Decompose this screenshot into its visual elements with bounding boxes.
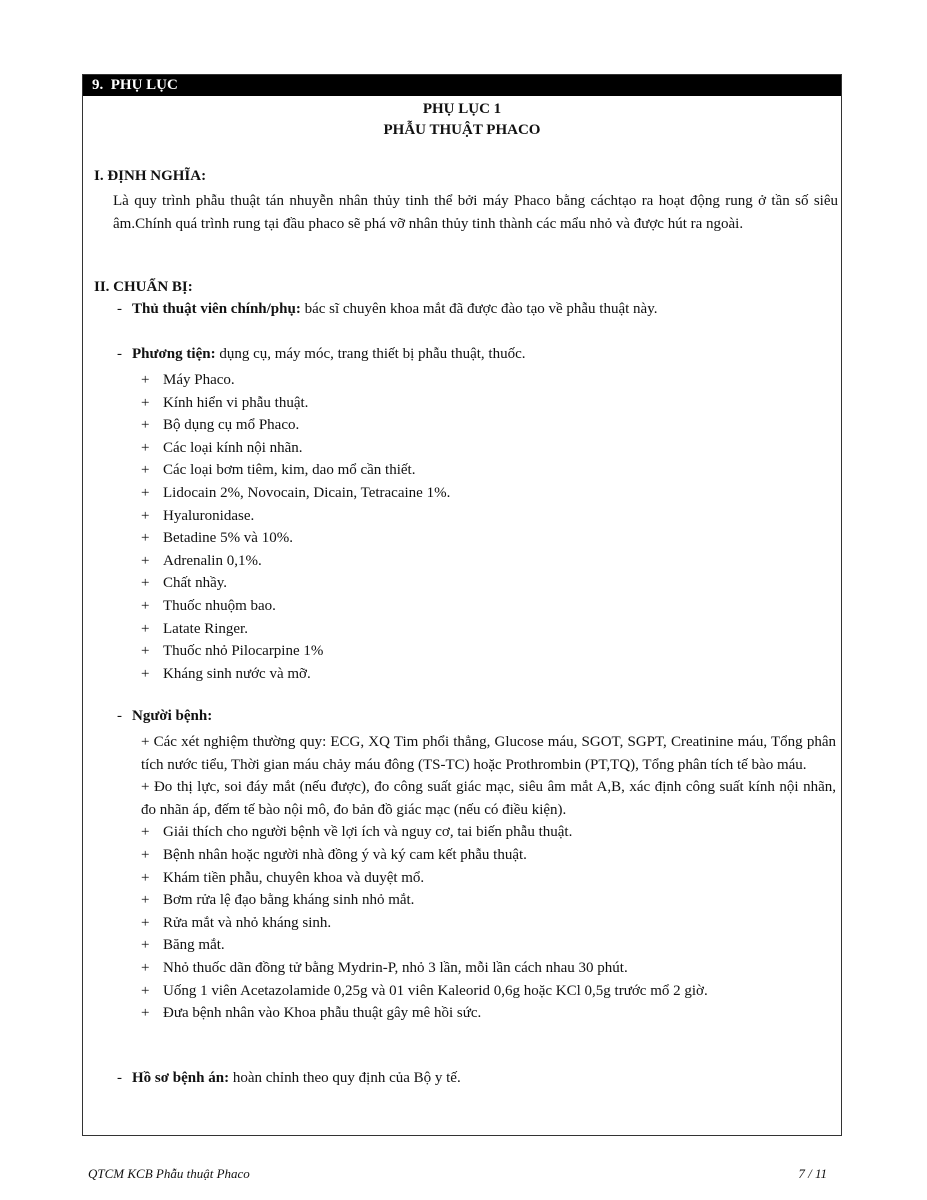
list-item (141, 640, 450, 663)
plus-mark: + (141, 1005, 150, 1022)
list-item-text: Máy Phaco. (163, 372, 235, 388)
list-item-text: Thuốc nhuộm bao. (163, 597, 276, 614)
means-text: dụng cụ, máy móc, trang thiết bị phẫu thuật, thuốc. (215, 346, 526, 362)
plus-mark: + (141, 665, 150, 682)
dash-mark: - (117, 301, 122, 317)
records-text: hoàn chỉnh theo quy định của Bộ y tế. (229, 1070, 461, 1086)
practitioner-text: bác sĩ chuyên khoa mắt đã được đào tạo về phẫu thuật này. (300, 301, 658, 317)
section-number: 9. (92, 77, 104, 93)
list-item (141, 414, 450, 437)
list-item-text: Các loại bơm tiêm, kim, dao mổ cần thiết. (163, 462, 416, 479)
dash-mark: - (117, 346, 122, 362)
plus-mark: + (141, 892, 150, 909)
list-item-text: Betadine 5% và 10%. (163, 530, 293, 547)
list-item-text: Khám tiền phẫu, chuyên khoa và duyệt mổ. (163, 869, 425, 886)
records-label: Hồ sơ bệnh án: (132, 1070, 230, 1086)
list-item-text: Bộ dụng cụ mổ Phaco. (163, 417, 300, 434)
patient-list (141, 821, 836, 1024)
plus-mark: + (141, 417, 150, 434)
footer-doc-title: QTCM KCB Phẫu thuật Phaco (88, 1166, 250, 1181)
records-item (117, 1070, 461, 1087)
list-item (141, 1002, 836, 1025)
list-item-text: Bệnh nhân hoặc người nhà đồng ý và ký cam kết phẫu thuật. (163, 846, 527, 863)
definition-text: Là quy trình phẫu thuật tán nhuyễn nhân thủy tinh thể bởi máy Phaco bằng cáchtạo ra hoạt động rung ở tần số siêu âm.Chính quá trình rung tại đầu phaco sẽ phá vỡ nhân thủy tinh thành các mẩu nhỏ và được hút ra ngoài. (113, 193, 838, 232)
list-item (141, 957, 836, 980)
plus-mark: + (141, 462, 150, 479)
plus-mark: + (141, 530, 150, 547)
plus-mark: + (141, 824, 150, 841)
means-label: Phương tiện: (132, 346, 216, 362)
list-item-text: Các loại kính nội nhãn. (163, 439, 303, 456)
list-item-text: Adrenalin 0,1%. (163, 552, 262, 569)
plus-mark: + (141, 959, 150, 976)
list-item (141, 392, 450, 415)
list-item (141, 912, 836, 935)
list-item (141, 934, 836, 957)
plus-mark: + (141, 937, 150, 954)
list-item-text: Giải thích cho người bệnh về lợi ích và nguy cơ, tai biến phẫu thuật. (163, 824, 573, 841)
list-item (141, 663, 450, 686)
section-header (83, 75, 841, 96)
list-item (141, 437, 450, 460)
means-list (141, 369, 450, 685)
list-item (141, 867, 836, 890)
practitioner-item (117, 301, 657, 318)
practitioner-label: Thủ thuật viên chính/phụ: (132, 301, 301, 317)
plus-mark: + (141, 914, 150, 931)
list-item-text: Kính hiển vi phẫu thuật. (163, 394, 309, 411)
list-item (141, 550, 450, 573)
definition-heading: I. ĐỊNH NGHĨA: (94, 168, 207, 184)
list-item-text: Uống 1 viên Acetazolamide 0,25g và 01 viên Kaleorid 0,6g hoặc KCl 0,5g trước mổ 2 giờ. (163, 982, 708, 999)
patient-block (141, 731, 836, 1025)
list-item (141, 618, 450, 641)
plus-mark: + (141, 507, 150, 524)
list-item (141, 844, 836, 867)
plus-mark: + (141, 439, 150, 456)
appendix-label: PHỤ LỤC 1 (422, 101, 502, 117)
list-item-text: Thuốc nhỏ Pilocarpine 1% (163, 643, 324, 660)
plus-mark: + (141, 846, 150, 863)
list-item (141, 821, 836, 844)
preparation-heading: II. CHUẨN BỊ: (94, 279, 193, 295)
patient-item (117, 708, 212, 725)
plus-mark: + (141, 372, 150, 388)
list-item-text: Bơm rửa lệ đạo bằng kháng sinh nhỏ mắt. (163, 892, 415, 909)
plus-mark: + (141, 869, 150, 886)
list-item (141, 505, 450, 528)
section-title: PHỤ LỤC (110, 77, 178, 93)
list-item (141, 980, 836, 1003)
plus-mark: + (141, 484, 150, 501)
plus-mark: + (141, 620, 150, 637)
list-item-text: Đưa bệnh nhân vào Khoa phẫu thuật gây mê hồi sức. (163, 1005, 482, 1022)
plus-mark: + (141, 597, 150, 614)
list-item (141, 482, 450, 505)
appendix-title: PHẪU THUẬT PHACO (383, 122, 541, 138)
list-item (141, 889, 836, 912)
plus-mark: + (141, 552, 150, 569)
list-item (141, 595, 450, 618)
list-item-text: Chất nhầy. (163, 575, 228, 592)
list-item (141, 459, 450, 482)
list-item-text: Băng mắt. (163, 937, 225, 954)
dash-mark: - (117, 1070, 122, 1086)
list-item-text: Hyaluronidase. (163, 507, 255, 524)
plus-mark: + (141, 394, 150, 411)
list-item (141, 369, 450, 392)
patient-tests-text: + Các xét nghiệm thường quy: ECG, XQ Tim phổi thẳng, Glucose máu, SGOT, SGPT, Creatinine máu, Tổng phân tích nước tiểu, Thời gian máu chảy máu đông (TS-TC) hoặc Prothrombin (PT,TQ), Tổng phân tích tế bào máu. (141, 734, 836, 773)
plus-mark: + (141, 982, 150, 999)
patient-exams-text: + Đo thị lực, soi đáy mắt (nếu được), đo công suất giác mạc, siêu âm mắt A,B, xác định công suất kính nội nhãn, đo nhãn áp, đếm tế bào nội mô, đo bản đồ giác mạc (nếu có điều kiện). (141, 779, 836, 818)
page-frame (82, 74, 842, 1136)
plus-mark: + (141, 643, 150, 660)
patient-label: Người bệnh: (132, 708, 213, 724)
list-item-text: Nhỏ thuốc dãn đồng tử bằng Mydrin-P, nhỏ 3 lần, mỗi lần cách nhau 30 phút. (163, 959, 628, 976)
means-item (117, 346, 526, 363)
list-item-text: Latate Ringer. (163, 620, 248, 637)
list-item (141, 572, 450, 595)
list-item-text: Rửa mắt và nhỏ kháng sinh. (163, 914, 332, 931)
dash-mark: - (117, 708, 122, 724)
footer-page-number: 7 / 11 (798, 1166, 827, 1181)
list-item (141, 527, 450, 550)
list-item-text: Lidocain 2%, Novocain, Dicain, Tetracaine 1%. (163, 484, 451, 501)
plus-mark: + (141, 575, 150, 592)
list-item-text: Kháng sinh nước và mỡ. (163, 665, 311, 682)
